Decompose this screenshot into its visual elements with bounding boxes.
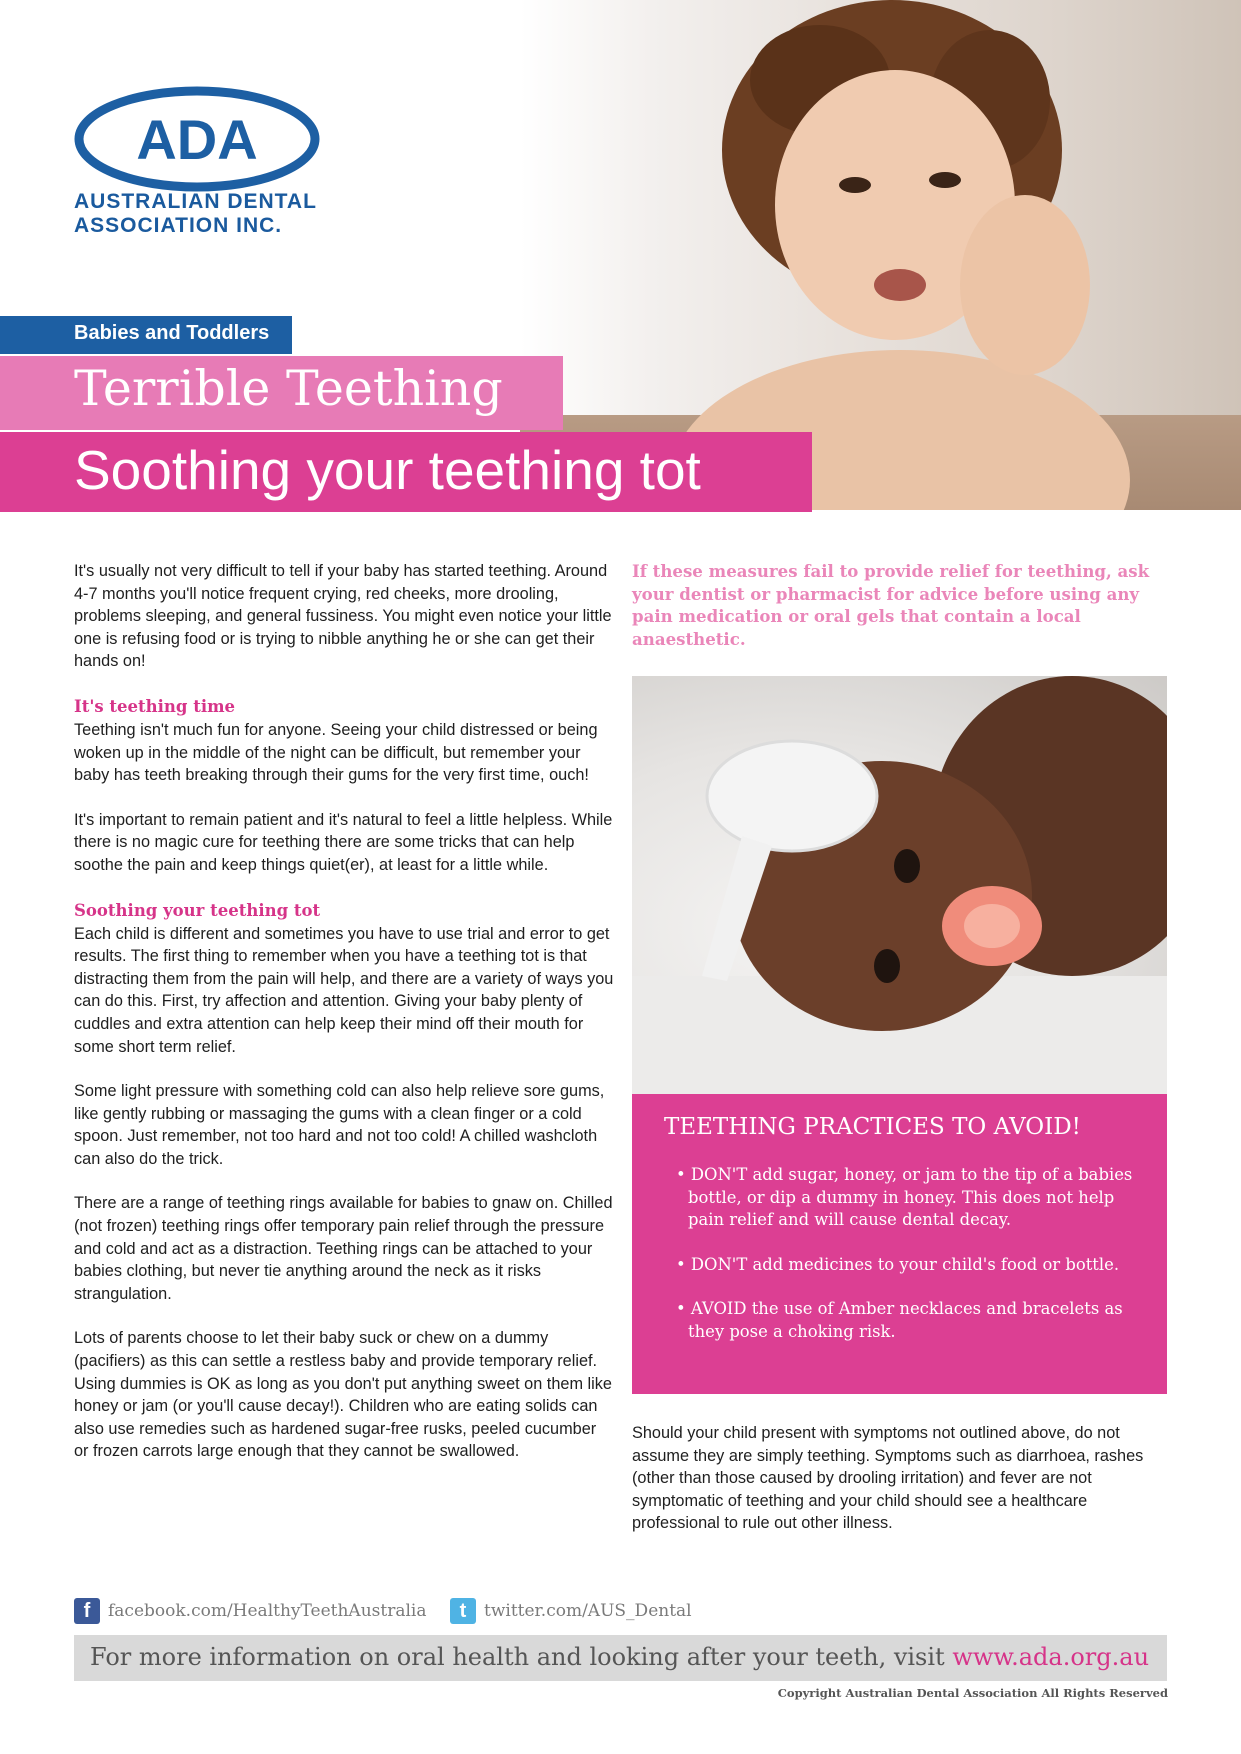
website-link[interactable]: www.ada.org.au — [952, 1643, 1150, 1671]
twitter-link[interactable] — [450, 1598, 692, 1624]
category-label: Babies and Toddlers — [74, 322, 270, 344]
facebook-icon: f — [74, 1598, 100, 1624]
relief-advice: If these measures fail to provide relief for teething, ask your dentist or pharmacist for advice before using any pain medication or oral gels that contain a local anaesthetic. — [632, 561, 1150, 649]
paragraph-1: Teething isn't much fun for anyone. Seeing your child distressed or being woken up in the middle of the night can be difficult, but remember your baby has teeth breaking through their gums for the very first time, ouch! — [74, 720, 598, 785]
social-links — [74, 1598, 1074, 1628]
footer-info-text: For more information on oral health and looking after your teeth, visit — [90, 1643, 953, 1671]
logo-line-2: ASSOCIATION INC. — [74, 214, 283, 237]
avoid-item: • DON'T add medicines to your child's food or bottle. — [676, 1254, 1146, 1277]
avoid-item: • AVOID the use of Amber necklaces and bracelets as they pose a choking risk. — [676, 1298, 1146, 1343]
section-heading-soothing: Soothing your teething tot — [74, 900, 321, 920]
paragraph-5: There are a range of teething rings available for babies to gnaw on. Chilled (not frozen) teething rings offer temporary pain relief through the pressure and cold and act as a distraction. Teething rings can be attached to your babies clothing, but never tie anything around the neck as it risks strangulation. — [74, 1194, 613, 1303]
paragraph-6: Lots of parents choose to let their baby suck or chew on a dummy (pacifiers) as this can settle a restless baby and provide temporary relief. Using dummies is OK as long as you don't put anything sweet on them like honey or jam (or you'll cause decay!). Children who are eating solids can also use remedies such as hardened sugar-free rusks, peeled cucumber or frozen carrots large enough that they cannot be swallowed. — [74, 1329, 612, 1461]
page-title: Terrible Teething — [74, 360, 503, 417]
twitter-icon: t — [450, 1598, 476, 1624]
avoid-item: • DON'T add sugar, honey, or jam to the tip of a babies bottle, or dip a dummy in honey. This does not help pain relief and will cause dental decay. — [676, 1164, 1146, 1232]
paragraph-3: Each child is different and sometimes you have to use trial and error to get results. The first thing to remember when you have a teething tot is that distracting them from the pain will help, and there are a variety of ways you can do this. First, try affection and attention. Giving your baby plenty of cuddles and extra attention can help keep their mind off their mouth for some short term relief. — [74, 924, 614, 1056]
footer-info-bar — [74, 1635, 1167, 1681]
paragraph-4: Some light pressure with something cold can also help relieve sore gums, like gently rubbing or massaging the gums with a clean finger or a cold spoon. Just remember, not too hard and not too cold! A chilled washcloth can also do the trick. — [74, 1082, 605, 1168]
copyright-notice: Copyright Australian Dental Association All Rights Reserved — [777, 1686, 1168, 1700]
title-band — [0, 356, 563, 430]
left-column — [74, 560, 614, 1485]
intro-paragraph: It's usually not very difficult to tell if your baby has started teething. Around 4-7 months you'll notice frequent crying, red cheeks, more drooling, problems sleeping, and general fussiness. You might even notice your little one is refusing food or is trying to nibble anything he or she can get their hands on! — [74, 562, 612, 671]
paragraph-2: It's important to remain patient and it's natural to feel a little helpless. While there is no magic cure for teething there are some tricks that can help soothe the pain and keep things quiet(er), at least for a little while. — [74, 810, 613, 874]
avoid-list — [676, 1164, 1146, 1365]
logo-line-1: AUSTRALIAN DENTAL — [74, 190, 317, 213]
category-band — [0, 316, 292, 354]
facebook-link[interactable] — [74, 1598, 426, 1624]
twitter-label: twitter.com/AUS_Dental — [484, 1601, 692, 1621]
logo-wordmark — [74, 190, 374, 238]
section-heading-teething-time: It's teething time — [74, 696, 236, 716]
symptoms-paragraph: Should your child present with symptoms not outlined above, do not assume they are simply teething. Symptoms such as diarrhoea, rashes (other than those caused by drooling irritation) and fever are not symptomatic of teething and your child should see a healthcare professional to rule out other illness. — [632, 1424, 1144, 1533]
avoid-panel — [632, 1094, 1167, 1394]
logo-mark: ADA — [136, 108, 258, 171]
page-subtitle: Soothing your teething tot — [74, 439, 701, 501]
baby-photo — [632, 676, 1167, 1094]
facebook-label: facebook.com/HealthyTeethAustralia — [108, 1601, 427, 1621]
avoid-title: TEETHING PRACTICES TO AVOID! — [664, 1114, 1081, 1140]
subtitle-band — [0, 432, 812, 512]
